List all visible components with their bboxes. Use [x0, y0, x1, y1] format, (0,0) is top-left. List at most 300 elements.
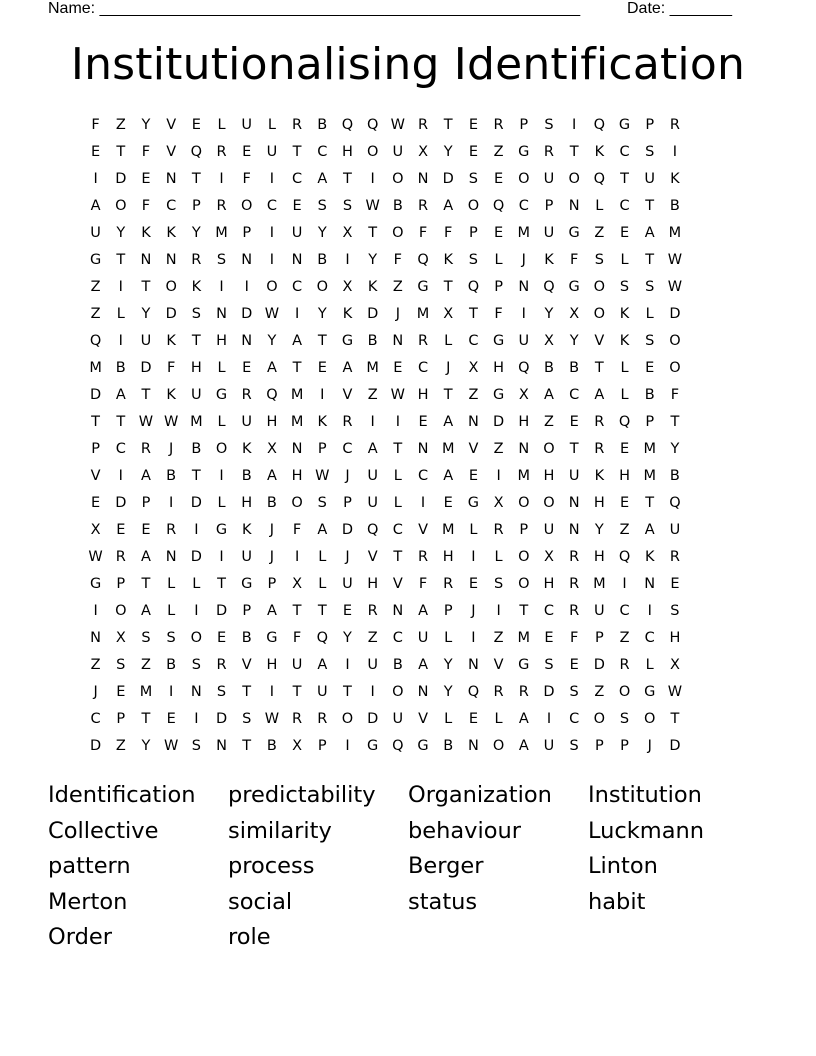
grid-letter[interactable]: U: [241, 117, 253, 133]
grid-letter[interactable]: T: [645, 495, 655, 511]
grid-letter[interactable]: A: [317, 657, 328, 673]
grid-letter[interactable]: T: [292, 684, 302, 700]
grid-letter[interactable]: Z: [367, 387, 378, 403]
grid-letter[interactable]: S: [645, 144, 655, 160]
grid-letter[interactable]: B: [266, 738, 277, 754]
grid-letter[interactable]: M: [643, 441, 656, 457]
grid-letter[interactable]: A: [141, 603, 151, 619]
grid-letter[interactable]: Z: [90, 279, 101, 295]
grid-letter[interactable]: X: [266, 441, 277, 457]
grid-letter[interactable]: I: [471, 549, 476, 565]
grid-letter[interactable]: D: [341, 522, 354, 538]
grid-letter[interactable]: L: [444, 333, 453, 349]
grid-letter[interactable]: Z: [493, 144, 504, 160]
grid-letter[interactable]: C: [115, 441, 126, 457]
grid-letter[interactable]: G: [492, 387, 505, 403]
grid-letter[interactable]: B: [669, 468, 680, 484]
grid-letter[interactable]: R: [317, 711, 328, 727]
grid-letter[interactable]: O: [241, 198, 253, 214]
grid-letter[interactable]: P: [242, 225, 252, 241]
grid-letter[interactable]: R: [140, 441, 151, 457]
grid-letter[interactable]: U: [191, 387, 202, 403]
grid-letter[interactable]: L: [318, 576, 327, 592]
grid-letter[interactable]: Q: [89, 333, 102, 349]
grid-letter[interactable]: V: [90, 468, 101, 484]
grid-letter[interactable]: R: [417, 549, 429, 565]
grid-letter[interactable]: U: [594, 603, 605, 619]
grid-letter[interactable]: G: [241, 576, 253, 592]
grid-letter[interactable]: I: [194, 711, 199, 727]
grid-letter[interactable]: N: [568, 522, 580, 538]
grid-letter[interactable]: E: [141, 171, 151, 187]
grid-letter[interactable]: W: [365, 198, 380, 214]
grid-letter[interactable]: Z: [493, 630, 504, 646]
grid-letter[interactable]: B: [266, 495, 277, 511]
grid-letter[interactable]: L: [494, 252, 503, 268]
grid-letter[interactable]: Y: [317, 225, 327, 241]
grid-letter[interactable]: D: [442, 171, 454, 187]
grid-letter[interactable]: V: [493, 657, 504, 673]
grid-letter[interactable]: F: [292, 522, 302, 538]
grid-letter[interactable]: H: [669, 630, 681, 646]
grid-letter[interactable]: O: [568, 171, 580, 187]
grid-letter[interactable]: W: [390, 117, 406, 133]
grid-letter[interactable]: L: [116, 306, 125, 322]
grid-letter[interactable]: F: [670, 387, 680, 403]
grid-letter[interactable]: R: [493, 522, 504, 538]
grid-letter[interactable]: O: [190, 630, 203, 646]
grid-letter[interactable]: T: [141, 711, 151, 727]
grid-letter[interactable]: V: [392, 576, 403, 592]
grid-letter[interactable]: R: [115, 549, 126, 565]
grid-letter[interactable]: V: [342, 387, 353, 403]
grid-letter[interactable]: B: [317, 117, 328, 133]
grid-letter[interactable]: I: [320, 387, 325, 403]
grid-letter[interactable]: Z: [90, 657, 101, 673]
grid-letter[interactable]: D: [190, 495, 202, 511]
grid-letter[interactable]: T: [393, 441, 403, 457]
grid-letter[interactable]: E: [494, 225, 504, 241]
grid-letter[interactable]: L: [620, 360, 629, 376]
grid-letter[interactable]: R: [292, 711, 303, 727]
grid-letter[interactable]: N: [291, 252, 303, 268]
grid-letter[interactable]: Z: [493, 441, 504, 457]
grid-letter[interactable]: R: [443, 576, 454, 592]
grid-letter[interactable]: M: [441, 522, 455, 538]
grid-letter[interactable]: M: [215, 225, 228, 241]
grid-letter[interactable]: T: [141, 279, 151, 295]
grid-letter[interactable]: F: [141, 198, 151, 214]
grid-letter[interactable]: T: [443, 387, 453, 403]
grid-letter[interactable]: B: [392, 198, 403, 214]
grid-letter[interactable]: O: [518, 549, 530, 565]
grid-letter[interactable]: T: [116, 252, 126, 268]
grid-letter[interactable]: E: [494, 171, 504, 187]
grid-letter[interactable]: R: [518, 684, 529, 700]
grid-letter[interactable]: M: [366, 360, 379, 376]
grid-letter[interactable]: V: [594, 333, 605, 349]
grid-letter[interactable]: C: [292, 279, 303, 295]
grid-letter[interactable]: E: [468, 144, 478, 160]
grid-letter[interactable]: U: [392, 144, 404, 160]
grid-letter[interactable]: C: [518, 198, 529, 214]
grid-letter[interactable]: X: [418, 144, 428, 160]
grid-letter[interactable]: C: [90, 711, 101, 727]
grid-letter[interactable]: M: [441, 441, 455, 457]
grid-letter[interactable]: K: [594, 468, 605, 484]
grid-letter[interactable]: S: [116, 657, 126, 673]
grid-letter[interactable]: L: [444, 630, 453, 646]
grid-letter[interactable]: I: [219, 468, 224, 484]
grid-letter[interactable]: F: [292, 630, 302, 646]
grid-letter[interactable]: W: [264, 711, 280, 727]
grid-letter[interactable]: E: [619, 441, 630, 457]
grid-letter[interactable]: O: [669, 360, 681, 376]
grid-letter[interactable]: I: [345, 252, 350, 268]
grid-letter[interactable]: A: [443, 198, 454, 214]
grid-letter[interactable]: D: [543, 684, 555, 700]
grid-letter[interactable]: O: [366, 144, 379, 160]
grid-letter[interactable]: I: [118, 333, 123, 349]
grid-letter[interactable]: V: [241, 657, 252, 673]
grid-letter[interactable]: L: [267, 117, 276, 133]
grid-letter[interactable]: L: [167, 603, 176, 619]
grid-letter[interactable]: A: [644, 225, 655, 241]
grid-letter[interactable]: Z: [594, 225, 605, 241]
grid-letter[interactable]: Z: [141, 657, 151, 673]
grid-letter[interactable]: O: [518, 495, 530, 511]
grid-letter[interactable]: I: [496, 603, 501, 619]
grid-letter[interactable]: F: [444, 225, 453, 241]
grid-letter[interactable]: R: [569, 576, 580, 592]
grid-letter[interactable]: O: [266, 279, 278, 295]
grid-letter[interactable]: J: [446, 360, 451, 376]
grid-letter[interactable]: T: [468, 306, 478, 322]
date-field-label[interactable]: Date: _______: [627, 0, 732, 17]
grid-letter[interactable]: P: [343, 495, 352, 511]
grid-letter[interactable]: Q: [518, 360, 530, 376]
grid-letter[interactable]: X: [90, 522, 101, 538]
grid-letter[interactable]: U: [518, 333, 530, 349]
grid-letter[interactable]: Q: [618, 414, 631, 430]
grid-letter[interactable]: P: [494, 279, 503, 295]
grid-letter[interactable]: C: [569, 387, 580, 403]
grid-letter[interactable]: P: [116, 576, 126, 592]
grid-letter[interactable]: Z: [468, 387, 479, 403]
grid-letter[interactable]: Y: [544, 306, 554, 322]
grid-letter[interactable]: C: [569, 711, 580, 727]
grid-letter[interactable]: P: [594, 738, 604, 754]
grid-letter[interactable]: E: [191, 117, 201, 133]
grid-letter[interactable]: X: [544, 549, 554, 565]
grid-letter[interactable]: Y: [368, 252, 378, 268]
grid-letter[interactable]: Y: [594, 522, 604, 538]
grid-letter[interactable]: Y: [343, 630, 352, 646]
grid-letter[interactable]: T: [116, 144, 126, 160]
grid-letter[interactable]: N: [467, 657, 479, 673]
grid-letter[interactable]: A: [317, 522, 328, 538]
grid-letter[interactable]: C: [292, 171, 303, 187]
grid-letter[interactable]: E: [91, 144, 101, 160]
grid-letter[interactable]: M: [290, 387, 304, 403]
grid-letter[interactable]: D: [367, 306, 379, 322]
grid-letter[interactable]: J: [169, 441, 174, 457]
grid-letter[interactable]: L: [494, 711, 503, 727]
grid-letter[interactable]: O: [115, 603, 127, 619]
grid-letter[interactable]: G: [266, 630, 278, 646]
grid-letter[interactable]: B: [166, 657, 177, 673]
grid-letter[interactable]: O: [593, 279, 606, 295]
grid-letter[interactable]: D: [215, 711, 228, 727]
grid-letter[interactable]: O: [291, 495, 303, 511]
name-field-label[interactable]: Name: ______________________________________________________: [48, 0, 581, 17]
grid-letter[interactable]: A: [418, 657, 428, 673]
grid-letter[interactable]: K: [670, 171, 680, 187]
grid-letter[interactable]: P: [242, 603, 252, 619]
grid-letter[interactable]: E: [569, 414, 579, 430]
grid-letter[interactable]: I: [169, 684, 174, 700]
grid-letter[interactable]: F: [569, 252, 579, 268]
grid-letter[interactable]: T: [191, 468, 201, 484]
grid-letter[interactable]: N: [392, 333, 404, 349]
grid-letter[interactable]: D: [115, 495, 127, 511]
grid-letter[interactable]: U: [367, 495, 378, 511]
grid-letter[interactable]: K: [166, 225, 176, 241]
grid-letter[interactable]: T: [116, 414, 126, 430]
grid-letter[interactable]: S: [569, 738, 579, 754]
grid-letter[interactable]: I: [395, 414, 400, 430]
grid-letter[interactable]: R: [241, 387, 252, 403]
grid-letter[interactable]: C: [468, 333, 479, 349]
grid-letter[interactable]: L: [645, 306, 654, 322]
grid-letter[interactable]: S: [569, 684, 579, 700]
grid-letter[interactable]: P: [469, 225, 478, 241]
grid-letter[interactable]: Q: [190, 144, 203, 160]
grid-letter[interactable]: H: [216, 333, 227, 349]
grid-letter[interactable]: T: [670, 414, 680, 430]
grid-letter[interactable]: T: [191, 333, 201, 349]
grid-letter[interactable]: U: [568, 468, 580, 484]
grid-letter[interactable]: I: [219, 549, 224, 565]
grid-letter[interactable]: J: [269, 549, 275, 565]
grid-letter[interactable]: M: [89, 360, 102, 376]
grid-letter[interactable]: A: [644, 522, 655, 538]
grid-letter[interactable]: T: [343, 171, 352, 187]
grid-letter[interactable]: X: [669, 657, 680, 673]
grid-letter[interactable]: G: [518, 144, 530, 160]
grid-letter[interactable]: Z: [115, 738, 126, 754]
grid-letter[interactable]: I: [169, 495, 174, 511]
grid-letter[interactable]: T: [242, 738, 252, 754]
grid-letter[interactable]: R: [569, 549, 580, 565]
grid-letter[interactable]: P: [645, 117, 655, 133]
grid-letter[interactable]: T: [368, 225, 378, 241]
grid-letter[interactable]: N: [165, 549, 177, 565]
grid-letter[interactable]: M: [190, 414, 203, 430]
grid-letter[interactable]: S: [191, 657, 201, 673]
grid-letter[interactable]: X: [518, 387, 529, 403]
grid-letter[interactable]: U: [266, 144, 278, 160]
grid-letter[interactable]: S: [544, 657, 554, 673]
grid-letter[interactable]: H: [367, 576, 379, 592]
grid-letter[interactable]: L: [620, 252, 629, 268]
grid-letter[interactable]: D: [115, 171, 127, 187]
grid-letter[interactable]: E: [166, 711, 176, 727]
grid-letter[interactable]: I: [269, 252, 275, 268]
grid-letter[interactable]: Z: [619, 522, 630, 538]
grid-letter[interactable]: V: [468, 441, 479, 457]
grid-letter[interactable]: V: [166, 117, 177, 133]
grid-letter[interactable]: R: [191, 252, 202, 268]
grid-letter[interactable]: J: [345, 549, 350, 565]
grid-letter[interactable]: G: [215, 522, 228, 538]
grid-letter[interactable]: W: [667, 252, 683, 268]
grid-letter[interactable]: I: [294, 306, 300, 322]
grid-letter[interactable]: R: [417, 198, 429, 214]
grid-letter[interactable]: T: [242, 684, 252, 700]
grid-letter[interactable]: N: [417, 684, 429, 700]
grid-letter[interactable]: O: [392, 225, 404, 241]
grid-letter[interactable]: Z: [392, 279, 403, 295]
grid-letter[interactable]: S: [216, 252, 227, 268]
grid-letter[interactable]: G: [568, 279, 580, 295]
grid-letter[interactable]: U: [367, 657, 378, 673]
grid-letter[interactable]: P: [191, 198, 201, 214]
grid-letter[interactable]: X: [468, 360, 479, 376]
grid-letter[interactable]: D: [215, 603, 228, 619]
grid-letter[interactable]: K: [166, 333, 176, 349]
grid-letter[interactable]: I: [118, 279, 123, 295]
grid-letter[interactable]: N: [90, 630, 102, 646]
grid-letter[interactable]: F: [393, 252, 403, 268]
grid-letter[interactable]: S: [594, 252, 604, 268]
grid-letter[interactable]: A: [115, 387, 126, 403]
grid-letter[interactable]: T: [620, 171, 629, 187]
grid-letter[interactable]: I: [194, 603, 199, 619]
grid-letter[interactable]: G: [417, 738, 429, 754]
grid-letter[interactable]: S: [493, 576, 504, 592]
grid-letter[interactable]: B: [241, 468, 252, 484]
grid-letter[interactable]: P: [594, 630, 604, 646]
grid-letter[interactable]: A: [266, 360, 277, 376]
grid-letter[interactable]: E: [292, 198, 302, 214]
grid-letter[interactable]: C: [317, 144, 328, 160]
grid-letter[interactable]: T: [569, 441, 579, 457]
grid-letter[interactable]: I: [269, 684, 275, 700]
grid-letter[interactable]: A: [90, 198, 101, 214]
grid-letter[interactable]: I: [93, 171, 98, 187]
grid-letter[interactable]: H: [493, 360, 505, 376]
grid-letter[interactable]: G: [417, 279, 429, 295]
grid-letter[interactable]: W: [88, 549, 103, 565]
grid-letter[interactable]: S: [670, 603, 680, 619]
grid-letter[interactable]: A: [544, 387, 554, 403]
grid-letter[interactable]: Q: [669, 495, 681, 511]
grid-letter[interactable]: O: [618, 684, 631, 700]
grid-letter[interactable]: P: [544, 198, 554, 214]
grid-letter[interactable]: I: [521, 306, 526, 322]
grid-letter[interactable]: U: [342, 576, 353, 592]
grid-letter[interactable]: N: [291, 441, 303, 457]
grid-letter[interactable]: N: [241, 252, 253, 268]
grid-letter[interactable]: E: [393, 360, 403, 376]
grid-letter[interactable]: D: [90, 387, 102, 403]
grid-letter[interactable]: X: [292, 738, 303, 754]
grid-letter[interactable]: E: [116, 522, 126, 538]
grid-letter[interactable]: J: [395, 306, 400, 322]
grid-letter[interactable]: P: [443, 603, 453, 619]
grid-letter[interactable]: T: [594, 360, 604, 376]
grid-letter[interactable]: O: [341, 711, 354, 727]
grid-letter[interactable]: I: [647, 603, 652, 619]
grid-letter[interactable]: N: [467, 738, 479, 754]
grid-letter[interactable]: R: [493, 684, 504, 700]
grid-letter[interactable]: H: [619, 468, 630, 484]
grid-letter[interactable]: R: [669, 549, 680, 565]
grid-letter[interactable]: I: [93, 603, 98, 619]
grid-letter[interactable]: S: [619, 279, 630, 295]
grid-letter[interactable]: L: [318, 549, 327, 565]
grid-letter[interactable]: I: [219, 279, 224, 295]
grid-letter[interactable]: Y: [267, 333, 277, 349]
grid-letter[interactable]: Q: [467, 279, 480, 295]
grid-letter[interactable]: W: [667, 684, 683, 700]
grid-letter[interactable]: K: [594, 144, 605, 160]
grid-letter[interactable]: X: [569, 306, 580, 322]
grid-letter[interactable]: G: [518, 657, 530, 673]
grid-letter[interactable]: N: [165, 252, 177, 268]
grid-letter[interactable]: W: [315, 468, 330, 484]
grid-letter[interactable]: R: [216, 144, 227, 160]
grid-letter[interactable]: N: [241, 333, 253, 349]
grid-letter[interactable]: G: [89, 252, 102, 268]
grid-letter[interactable]: U: [241, 549, 253, 565]
grid-letter[interactable]: U: [417, 630, 429, 646]
grid-letter[interactable]: M: [643, 468, 656, 484]
grid-letter[interactable]: Y: [141, 117, 151, 133]
grid-letter[interactable]: E: [342, 603, 353, 619]
grid-letter[interactable]: Q: [366, 522, 379, 538]
grid-letter[interactable]: E: [317, 360, 327, 376]
grid-letter[interactable]: M: [517, 630, 531, 646]
grid-letter[interactable]: S: [645, 279, 655, 295]
grid-letter[interactable]: W: [138, 414, 154, 430]
grid-letter[interactable]: T: [569, 144, 579, 160]
grid-letter[interactable]: R: [619, 657, 630, 673]
grid-letter[interactable]: N: [518, 441, 530, 457]
grid-letter[interactable]: D: [669, 738, 681, 754]
grid-letter[interactable]: O: [644, 711, 656, 727]
grid-letter[interactable]: D: [241, 306, 253, 322]
grid-letter[interactable]: J: [647, 738, 652, 754]
grid-letter[interactable]: C: [166, 198, 177, 214]
grid-letter[interactable]: C: [266, 198, 277, 214]
grid-letter[interactable]: T: [191, 171, 201, 187]
grid-letter[interactable]: T: [645, 198, 655, 214]
grid-letter[interactable]: O: [518, 576, 530, 592]
grid-letter[interactable]: L: [393, 468, 402, 484]
grid-letter[interactable]: J: [269, 522, 275, 538]
grid-letter[interactable]: K: [317, 414, 328, 430]
grid-letter[interactable]: D: [593, 657, 605, 673]
grid-letter[interactable]: X: [493, 495, 504, 511]
grid-letter[interactable]: U: [543, 522, 555, 538]
grid-letter[interactable]: C: [342, 441, 353, 457]
grid-letter[interactable]: R: [216, 198, 227, 214]
grid-letter[interactable]: L: [217, 360, 226, 376]
grid-letter[interactable]: E: [544, 630, 554, 646]
grid-letter[interactable]: Z: [619, 630, 630, 646]
